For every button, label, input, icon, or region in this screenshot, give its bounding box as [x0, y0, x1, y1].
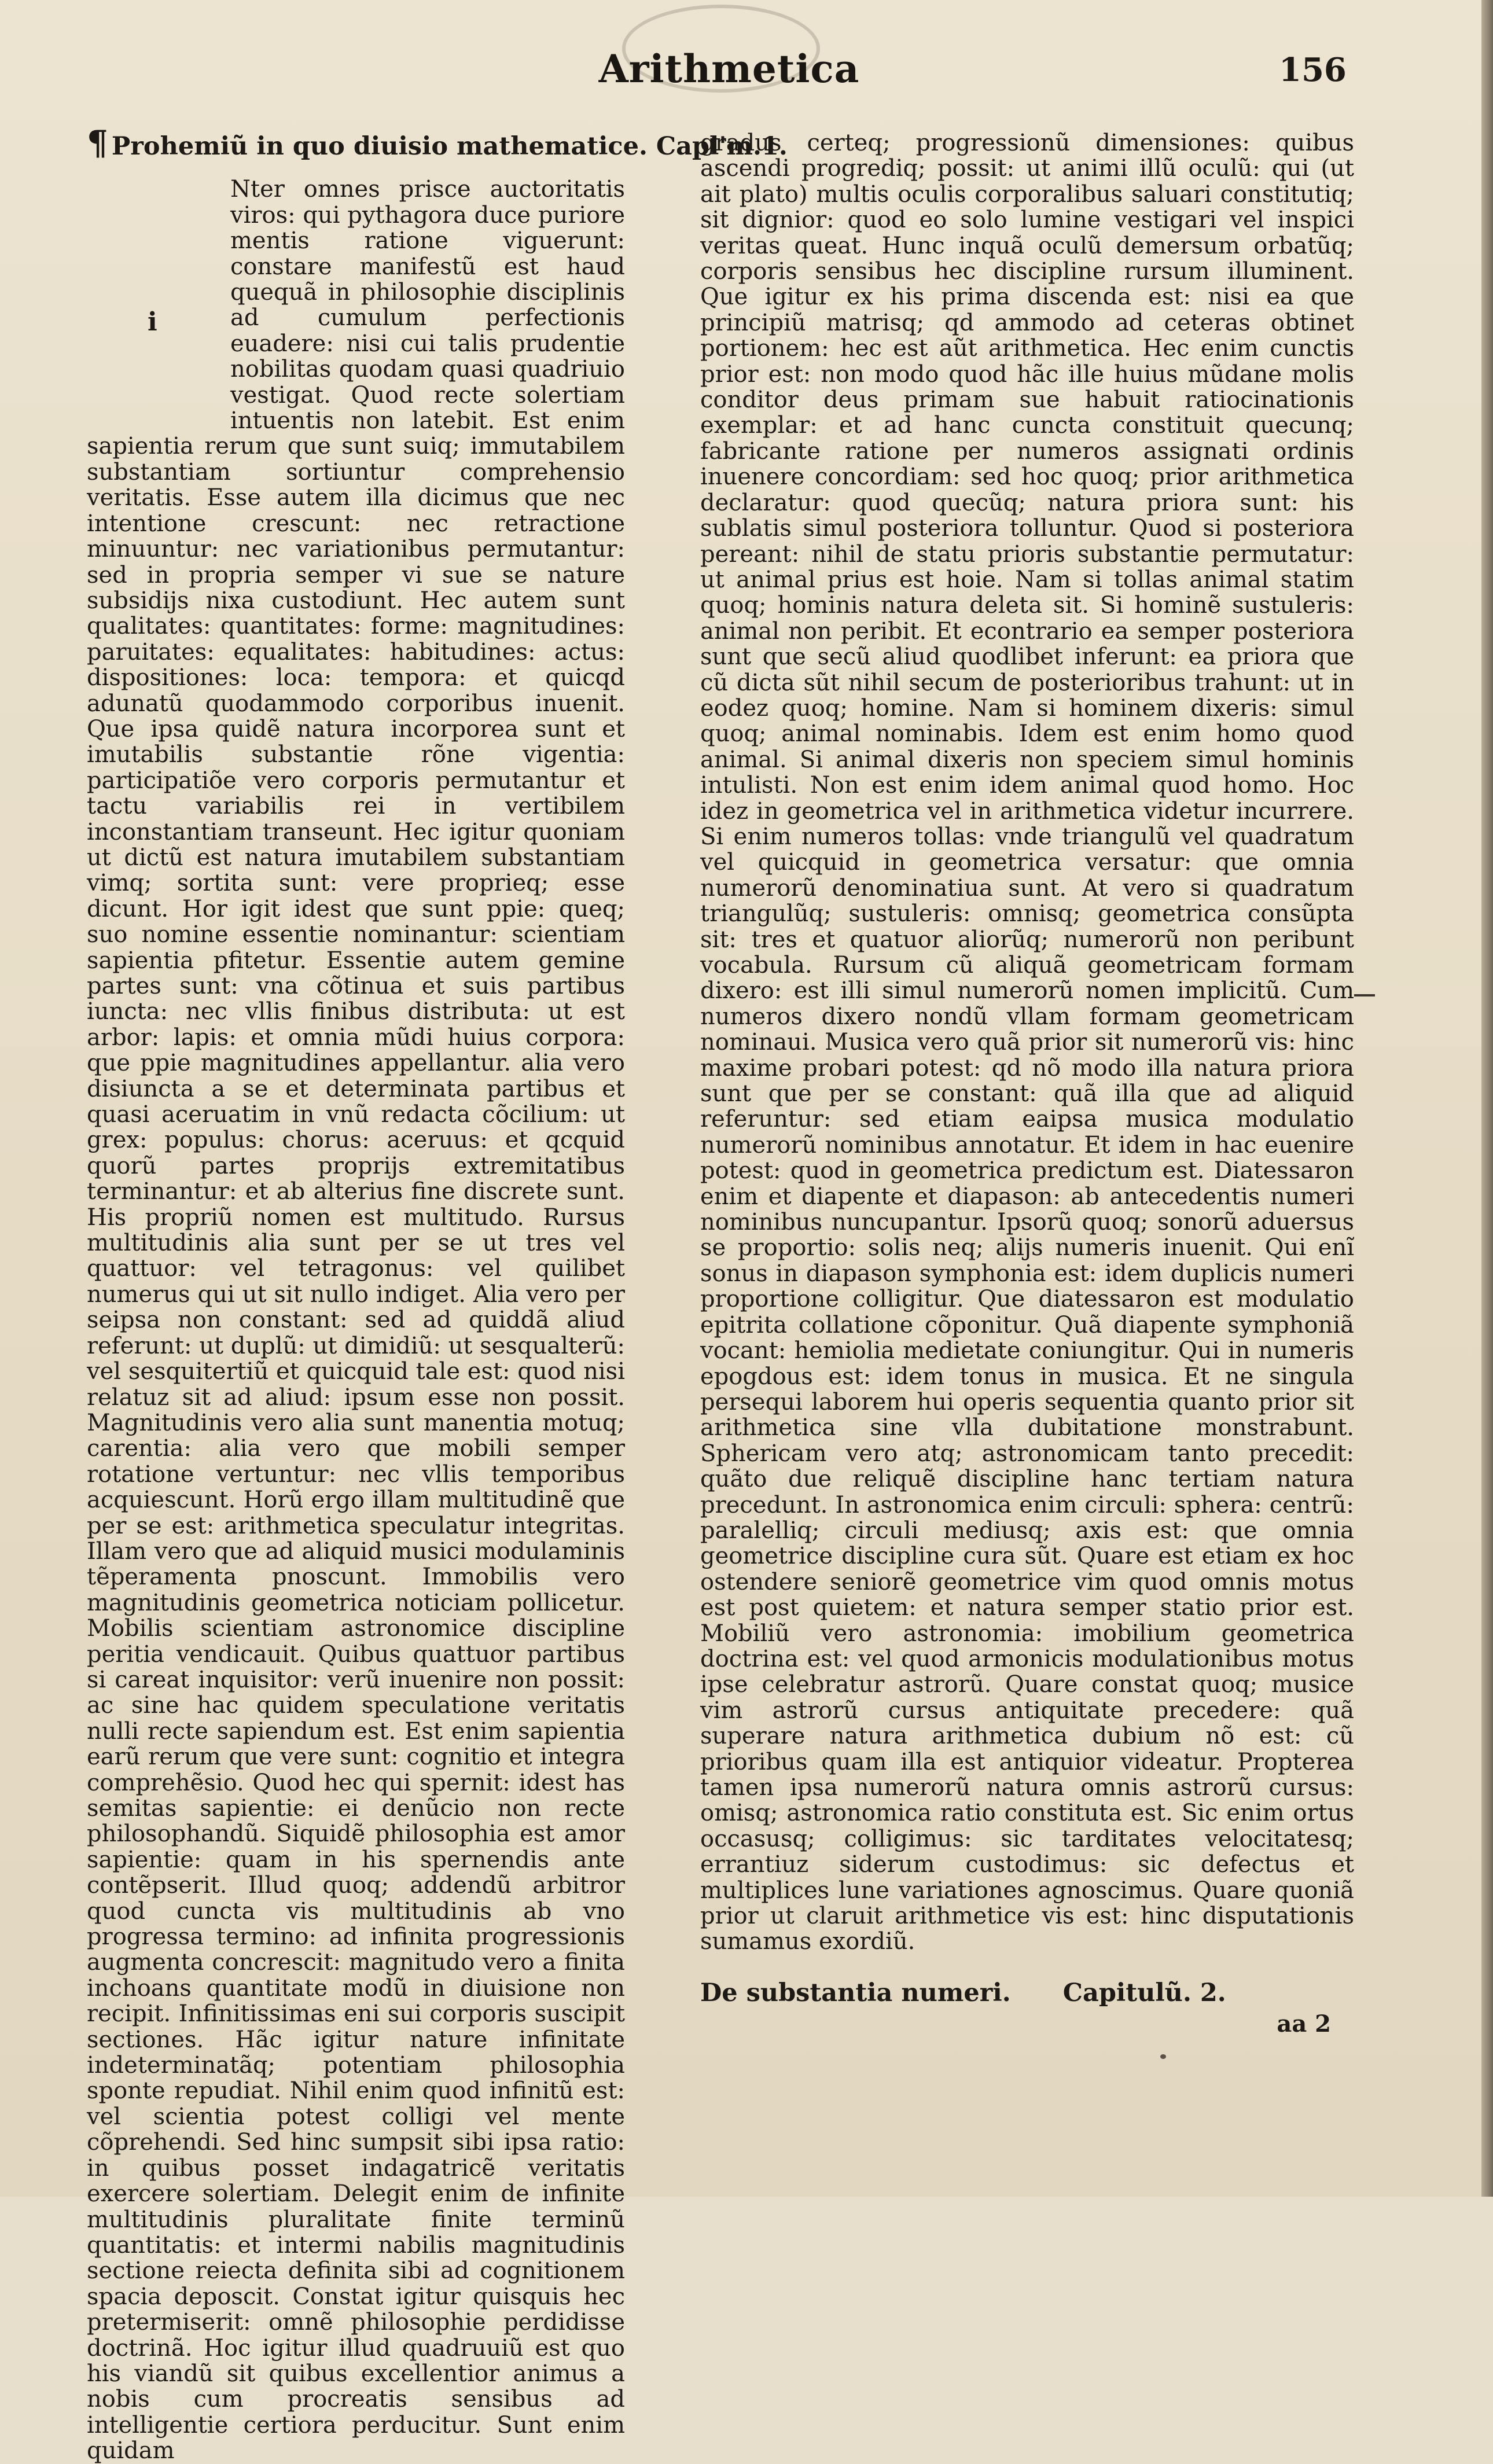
next-chapter-heading: [700, 1980, 1354, 2006]
chapter-heading: [87, 123, 788, 163]
pilcrow-icon: ¶: [87, 123, 108, 163]
folio-number: 156: [1279, 51, 1347, 89]
opening-paragraph: [87, 176, 625, 2463]
margin-mark: [1354, 994, 1375, 996]
page-edge: [1481, 0, 1493, 2197]
next-chapter-number: Capitulũ. 2.: [1062, 1978, 1226, 2007]
signature-mark: aa 2: [1277, 2010, 1331, 2038]
left-body-text: Quod recte solertiam intuentis non latebit. Est enim sapientia rerum que sunt suiq; immutabilem substantiam sortiuntur comprehensio veritatis. Esse autem illa dicimus que nec intentione crescunt: nec retractione minuuntur: nec variationibus permutantur: sed in propria semper vi sue se nature subsidijs nixa custodiunt. Hec autem sunt qualitates: quantitates: forme: magnitudines: paruitates: equalitates: habitudines: actus: dispositiones: loca: tempora: et quicqd adunatũ quodammodo corporibus inuenit. Que ipsa quidẽ natura incorporea sunt et imutabilis substantie rõne vigentia: participatiõe vero corporis permutantur et tactu variabilis rei in vertibilem inconstantiam transeunt. Hec igitur quoniam ut dictũ est natura imutabilem substantiam vimq; sortita sunt: vere proprieq; esse dicunt. Hor igit idest que sunt ppie: queq; suo nomine essentie nominantur: scientiam sapientia pfitetur. Essentie autem gemine partes sunt: vna cõtinua et suis partibus iuncta: nec vllis finibus distributa: ut est arbor: lapis: et omnia mũdi huius corpora: que ppie magnitudines appellantur. alia vero disiuncta a se et determinata partibus et quasi aceruatim in vnũ redacta cõcilium: ut grex: populus: chorus: aceruus: et qcquid quorũ partes proprijs extremitatibus terminantur: et ab alterius fine discrete sunt. His propriũ nomen est multitudo. Rursus multitudinis alia sunt per se ut tres vel quattuor: vel tetragonus: vel quilibet numerus qui ut sit nullo indiget. Alia vero per seipsa non constant: sed ad quiddã aliud referunt: ut duplũ: ut dimidiũ: ut sesqualterũ: vel sesquitertiũ et quicquid tale est: quod nisi relatuz sit ad aliud: ipsum esse non possit. Magnitudinis vero alia sunt manentia motuq; carentia: alia vero que mobili semper rotatione vertuntur: nec vllis temporibus acquiescunt. Horũ ergo illam multitudinẽ que per se est: arithmetica speculatur integritas. Illam vero que ad aliquid musici modulaminis tẽperamenta pnoscunt. Immobilis vero magnitudinis geometrica noticiam pollicetur. Mobilis scientiam astronomice discipline peritia vendicauit. Quibus quattuor partibus si careat inquisitor: verũ inuenire non possit: ac sine hac quidem speculatione veritatis nulli recte sapiendum est. Est enim sapientia earũ rerum que vere sunt: cognitio et integra comprehẽsio. Quod hec qui spernit: idest has semitas sapientie: ei denũcio non recte philosophandũ. Siquidẽ philosophia est amor sapientie: quam in his spernendis ante contẽpserit. Illud quoq; addendũ arbitror quod cuncta vis multitudinis ab vno progressa termino: ad infinita progressionis augmenta concrescit: magnitudo vero a finita inchoans quantitate modũ in diuisione non recipit. Infinitissimas eni sui corporis suscipit sectiones. Hãc igitur nature infinitate indeterminatãq; potentiam philosophia sponte repudiat. Nihil enim quod infinitũ est: vel scientia potest colligi vel mente cõprehendi. Sed hinc sumpsit sibi ipsa ratio: in quibus posset indagatricẽ veritatis exercere solertiam. Delegit enim de infinite multitudinis pluralitate finite terminũ quantitatis: et intermi nabilis magnitudinis sectione reiecta definita sibi ad cognitionem spacia deposcit. Constat igitur quisquis hec pretermiserit: omnẽ philosophie perdidisse doctrinã. Hoc igitur illud quadruuiũ est quo his viandũ sit quibus excellentior animus a nobis cum procreatis sensibus ad intelligentie certiora perducitur. Sunt enim quidam: [87, 381, 626, 2464]
opening-text: Nter omnes prisce auctoritatis viros: qui pythagora duce puriore mentis ratione viguerunt: constare manifestũ est haud quequã in philosophie disciplinis ad cumulum perfectionis euadere: nisi cui talis prudentie nobilitas quodam quasi quadriuio vestigat.: [230, 176, 625, 409]
initial-capital-space: [87, 176, 230, 433]
next-chapter-title: De substantia numeri.: [700, 1978, 1011, 2007]
guide-letter: i: [148, 307, 157, 337]
right-body-text: gradus certeq; progressionũ dimensiones: quibus ascendi progrediq; possit: ut animi illũ oculũ: qui (ut ait plato) multis oculis corporalibus saluari constitutiq; sit dignior: quod eo solo lumine vestigari vel inspici veritas queat. Hunc inquã oculũ demersum orbatũq; corporis sensibus hec discipline rursum illuminent. Que igitur ex his prima discenda est: nisi ea que principiũ matrisq; qd ammodo ad ceteras obtinet portionem: hec est aũt arithmetica. Hec enim cunctis prior est: non modo quod hãc ille huius mũdane molis conditor deus primam sue habuit ratiocinationis exemplar: et ad hanc cuncta constituit quecunq; fabricante ratione per numeros assignati ordinis inuenere concordiam: sed hoc quoq; prior arithmetica declaratur: quod quecũq; natura priora sunt: his sublatis simul posteriora tolluntur. Quod si posteriora pereant: nihil de statu prioris substantie permutatur: ut animal prius est hoie. Nam si tollas animal statim quoq; hominis natura deleta sit. Si hominẽ sustuleris: animal non peribit. Et econtrario ea semper posteriora sunt que secũ aliud quodlibet inferunt: ea priora que cũ dicta sũt nihil secum de posterioribus trahunt: ut in eodez quoq; homine. Nam si hominem dixeris: simul quoq; animal nominabis. Idem est enim homo quod animal. Si animal dixeris non speciem simul hominis intulisti. Non est enim idem animal quod homo. Hoc idez in geometrica vel in arithmetica videtur incurrere. Si enim numeros tollas: vnde triangulũ vel quadratum vel quicquid in geometrica versatur: que omnia numerorũ denominatiua sunt. At vero si quadratum triangulũq; sustuleris: omnisq; geometrica consũpta sit: tres et quatuor aliorũq; numerorũ non peribunt vocabula. Rursum cũ aliquã geometricam formam dixero: est illi simul numerorũ nomen implicitũ. Cum numeros dixero nondũ vllam formam geometricam nominaui. Musica vero quã prior sit numerorũ vis: hinc maxime probari potest: qd nõ modo illa natura priora sunt que per se constant: quã illa que ad aliquid referuntur: sed etiam eaipsa musica modulatio numerorũ nominibus annotatur. Et idem in hac euenire potest: quod in geometrica predictum est. Diatessaron enim et diapente et diapason: ab antecedentis numeri nominibus nuncupantur. Ipsorũ quoq; sonorũ aduersus se proportio: solis neq; alijs numeris inuenit. Qui enĩ sonus in diapason symphonia est: idem duplicis numeri proportione colligitur. Que diatessaron est modulatio epitrita collatione cõponitur. Quã diapente symphoniã vocant: hemiolia medietate coniungitur. Qui in numeris epogdous est: idem tonus in musica. Et ne singula persequi laborem hui operis sequentia quanto prior sit arithmetica sine vlla dubitatione monstrabunt. Sphericam vero atq; astronomicam tanto precedit: quãto due reliquẽ discipline hanc tertiam natura precedunt. In astronomica enim circuli: sphera: centrũ: paralelliq; circuli mediusq; axis est: que omnia geometrice discipline cura sũt. Quare est etiam ex hoc ostendere seniorẽ geometrice vim quod omnis motus est post quietem: et natura semper statio prior est. Mobiliũ vero astronomia: imobilium geometrica doctrina est: vel quod armonicis modulationibus motus ipse celebratur astrorũ. Quare constat quoq; musice vim astrorũ cursus antiquitate precedere: quã superare natura arithmetica dubium nõ est: cũ prioribus quam illa est antiquior videatur. Propterea tamen ipsa numerorũ natura omnis astrorũ cursus: omisq; astronomica ratio constituta est. Sic enim ortus occasusq; colligimus: sic tarditates velocitatesq; errantiuz siderum custodimus: sic defectus et multiplices lune variationes agnoscimus. Quare quoniã prior ut claruit arithmetice vis est: hinc disputationis sumamus exordiũ.: [700, 130, 1354, 1955]
running-title: Arithmetica: [598, 46, 860, 91]
chapter-heading-text: Prohemiũ in quo diuisio mathematice. Capl'm.1.: [111, 132, 788, 161]
ink-blot: [1160, 2054, 1166, 2059]
right-column: [700, 130, 1354, 2038]
left-column: [87, 123, 788, 2464]
